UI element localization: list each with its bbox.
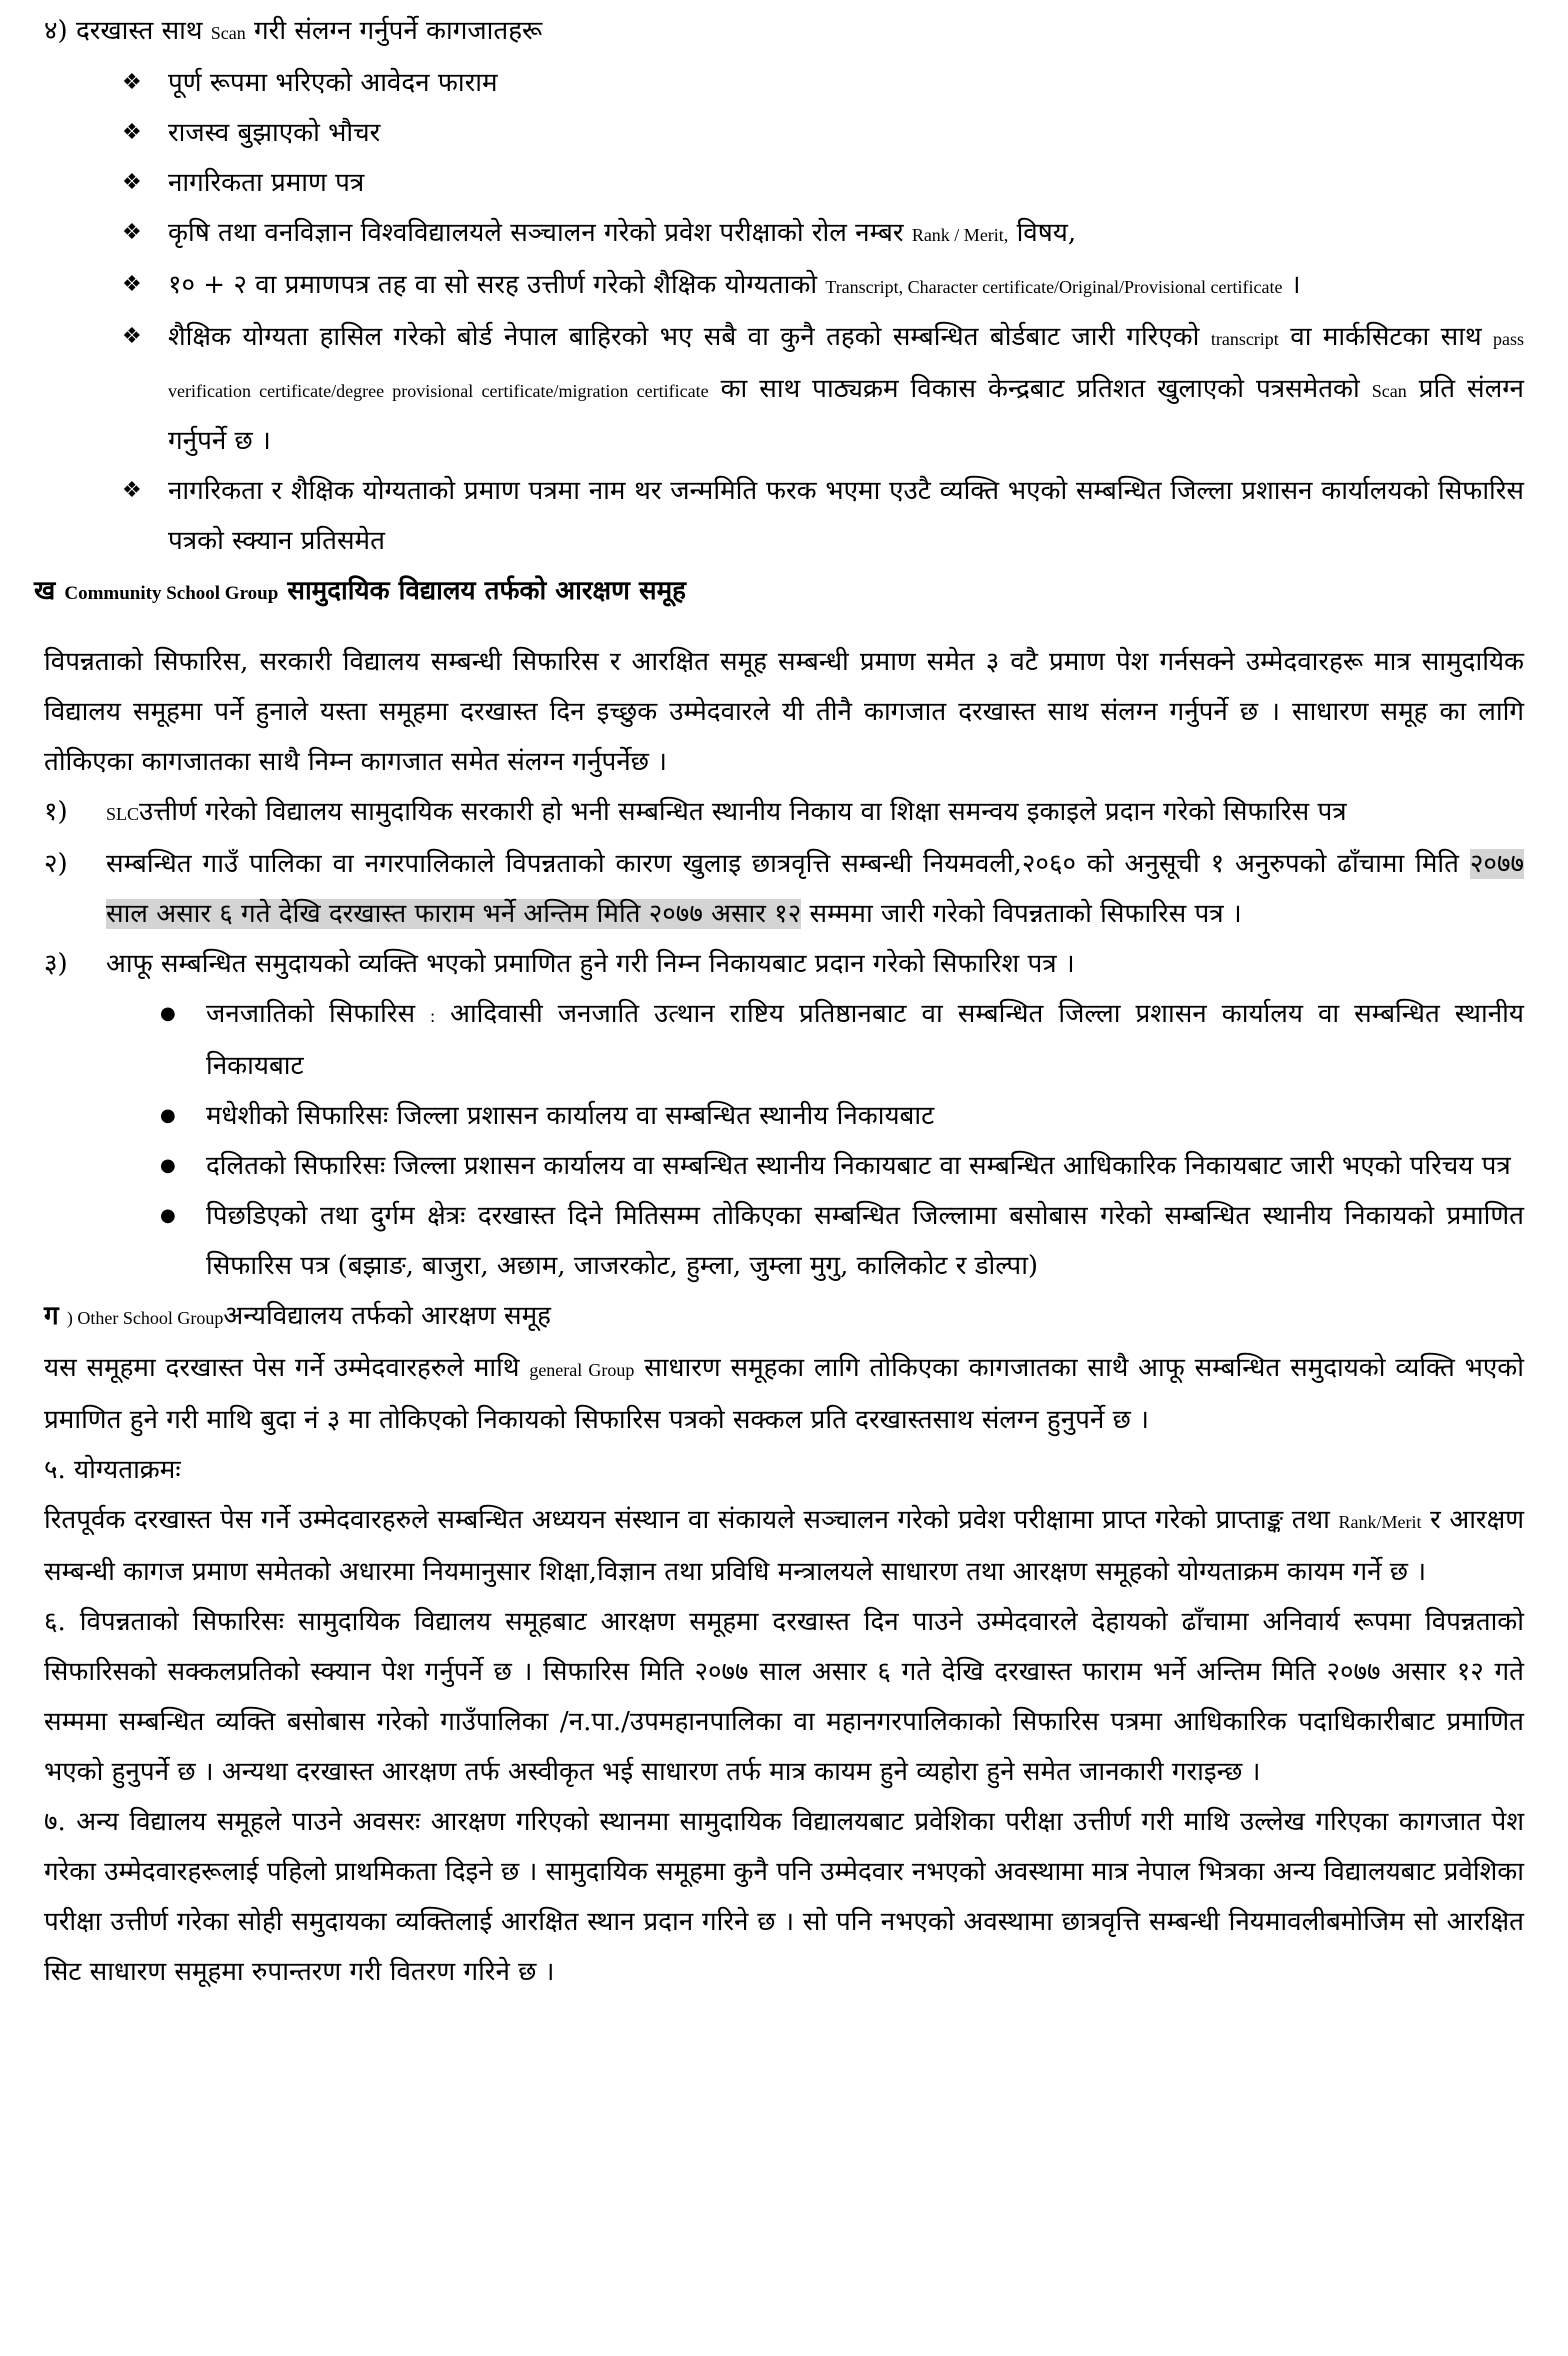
item-text: मधेशीको सिफारिसः जिल्ला प्रशासन कार्यालय वा सम्बन्धित स्थानीय निकायबाट: [206, 1101, 935, 1131]
section-6-paragraph: ६. विपन्नताको सिफारिसः सामुदायिक विद्यालय समूहबाट आरक्षण समूहमा दरखास्त दिन पाउने उम्मेदवारले देहायको ढाँचामा अनिवार्य रूपमा विपन्नताको सिफारिसको सक्कलप्रतिको स्क्यान पेश गर्नुपर्ने छ । सिफारिस मिति २०७७ साल असार ६ गते देखि दरखास्त फाराम भर्ने अन्तिम मिति २०७७ असार १२ गते सम्ममा सम्बन्धित व्यक्ति बसोबास गरेको गाउँपालिका /न.पा./उपमहानपालिका वा महानगरपालिकाको सिफारिस पत्रमा आधिकारिक पदाधिकारीबाट प्रमाणित भएको हुनुपर्ने छ । अन्यथा दरखास्त आरक्षण तर्फ अस्वीकृत भई साधारण तर्फ मात्र कायम हुने व्यहोरा हुने समेत जानकारी गराइन्छ ।: [44, 1607, 1524, 1787]
other-group-heading: [44, 1291, 1524, 1343]
item-text: आफू सम्बन्धित समुदायको व्यक्ति भएको प्रमाणित हुने गरी निम्न निकायबाट प्रदान गरेको सिफारिश पत्र ।: [106, 949, 1075, 979]
list-item: [122, 466, 1524, 566]
item-text: नागरिकता प्रमाण पत्र: [168, 168, 365, 198]
item-number: २): [44, 849, 68, 879]
list-item: [160, 989, 1524, 1091]
ga-english: ) Other School Group: [66, 1308, 224, 1328]
item-text-2: आदिवासी जनजाति उत्थान राष्टिय प्रतिष्ठानबाट वा सम्बन्धित जिल्ला प्रशासन कार्यालय वा सम्बन्धित स्थानीय निकायबाट: [206, 999, 1524, 1081]
item-text: राजस्व बुझाएको भौचर: [168, 118, 381, 148]
section-4-scan: Scan: [210, 23, 246, 43]
item-text: जनजातिको सिफारिस: [206, 999, 416, 1029]
list-item: [160, 1091, 1524, 1141]
item-number: १): [44, 797, 68, 827]
section-7-paragraph: ७. अन्य विद्यालय समूहले पाउने अवसरः आरक्षण गरिएको स्थानमा सामुदायिक विद्यालयबाट प्रवेशिका परीक्षा उत्तीर्ण गरी माथि उल्लेख गरिएका कागजात पेश गरेका उम्मेदवारहरूलाई पहिलो प्राथमिकता दिइने छ । सामुदायिक समूहमा कुनै पनि उम्मेदवार नभएको अवस्थामा मात्र नेपाल भित्रका अन्य विद्यालयबाट प्रवेशिका परीक्षा उत्तीर्ण गरेका सोही समुदायका व्यक्तिलाई आरक्षित स्थान प्रदान गरिने छ । सो पनि नभएको अवस्थामा छात्रवृत्ति सम्बन्धी नियमावलीबमोजिम सो आरक्षित सिट साधारण समूहमा रुपान्तरण गरी वितरण गरिने छ ।: [44, 1807, 1524, 1987]
kha-letter: ख: [34, 576, 56, 606]
item-text-2: विषय,: [1016, 218, 1077, 248]
item-text: कृषि तथा वनविज्ञान विश्वविद्यालयले सञ्चालन गरेको प्रवेश परीक्षाको रोल नम्बर: [168, 218, 904, 248]
community-group-paragraph: विपन्नताको सिफारिस, सरकारी विद्यालय सम्बन्धी सिफारिस र आरक्षित समूह सम्बन्धी प्रमाण समेत ३ वटै प्रमाण पेश गर्नसक्ने उम्मेदवारहरू मात्र सामुदायिक विद्यालय समूहमा पर्ने हुनाले यस्ता समूहमा दरखास्त दिन इच्छुक उम्मेदवारले यी तीनै कागजात दरखास्त साथ संलग्न गर्नुपर्ने छ । साधारण समूह का लागि तोकिएका कागजातका साथै निम्न कागजात समेत संलग्न गर्नुपर्नेछ ।: [44, 647, 1524, 777]
para-latin: general Group: [529, 1360, 635, 1380]
item-text-2: ।: [1290, 270, 1301, 300]
list-item: [160, 1191, 1524, 1291]
list-item: [160, 1141, 1524, 1191]
required-documents-list: [44, 58, 1524, 566]
para-text: रितपूर्वक दरखास्त पेस गर्ने उम्मेदवारहरुले सम्बन्धित अध्ययन संस्थान वा संकायले सञ्चालन गरेको प्रवेश परीक्षामा प्राप्त गरेको प्राप्ताङ्क तथा: [44, 1505, 1330, 1535]
other-group-paragraph: [44, 1343, 1524, 1445]
item-text-2: वा मार्कसिटका साथ: [1290, 322, 1482, 352]
item-text: दलितको सिफारिसः जिल्ला प्रशासन कार्यालय वा सम्बन्धित स्थानीय निकायबाट वा सम्बन्धित आधिकारिक निकायबाट जारी भएको परिचय पत्र: [206, 1151, 1511, 1181]
item-latin: SLC: [106, 804, 140, 824]
item-latin: :: [430, 1006, 436, 1026]
list-item: [122, 158, 1524, 208]
ga-letter: ग: [44, 1301, 59, 1331]
item-latin: transcript: [1210, 329, 1279, 349]
recommendation-types-list: [44, 989, 1524, 1291]
list-item: [44, 839, 1524, 939]
section-5-paragraph: [44, 1495, 1524, 1597]
item-number: ३): [44, 949, 68, 979]
item-text: उत्तीर्ण गरेको विद्यालय सामुदायिक सरकारी हो भनी सम्बन्धित स्थानीय निकाय वा शिक्षा समन्वय इकाइले प्रदान गरेको सिफारिस पत्र: [139, 797, 1347, 827]
kha-nepali: सामुदायिक विद्यालय तर्फको आरक्षण समूह: [287, 576, 686, 606]
list-item: [122, 312, 1524, 466]
item-text-2: सम्ममा जारी गरेको विपन्नताको सिफारिस पत्र ।: [809, 899, 1242, 929]
item-text: शैक्षिक योग्यता हासिल गरेको बोर्ड नेपाल बाहिरको भए सबै वा कुनै तहको सम्बन्धित बोर्डबाट जारी गरिएको: [168, 322, 1200, 352]
para-text-2: र आरक्षण सम्बन्धी कागज प्रमाण समेतको अधारमा नियमानुसार शिक्षा,विज्ञान तथा प्रविधि मन्त्रालयले साधारण तथा आरक्षण समूहको योग्यताक्रम कायम गर्ने छ ।: [44, 1505, 1525, 1587]
section-5-title: ५. योग्यताक्रमः: [44, 1455, 181, 1485]
list-item: [44, 787, 1524, 839]
list-item: [122, 208, 1524, 260]
list-item: [122, 260, 1524, 312]
list-item: [122, 58, 1524, 108]
item-text: १० + २ वा प्रमाणपत्र तह वा सो सरह उत्तीर्ण गरेको शैक्षिक योग्यताको: [168, 270, 818, 300]
section-4-heading: [44, 6, 1524, 58]
section-4-number: ४): [44, 16, 68, 46]
item-text: पूर्ण रूपमा भरिएको आवेदन फाराम: [168, 68, 498, 98]
item-text: पिछडिएको तथा दुर्गम क्षेत्रः दरखास्त दिने मितिसम्म तोकिएका सम्बन्धित जिल्लामा बसोबास गरेको सम्बन्धित स्थानीय निकायको प्रमाणित सिफारिस पत्र (बझाङ, बाजुरा, अछाम, जाजरकोट, हुम्ला, जुम्ला मुगु, कालिकोट र डोल्पा): [206, 1201, 1524, 1281]
list-item: [122, 108, 1524, 158]
item-text: सम्बन्धित गाउँ पालिका वा नगरपालिकाले विपन्नताको कारण खुलाइ छात्रवृत्ति सम्बन्धी नियमवली,२०६० को अनुसूची १ अनुरुपको ढाँचामा मिति: [106, 849, 1459, 879]
item-latin-2: pass verification certificate/degree provisional certificate/migration certificate: [168, 329, 1525, 401]
list-item: [44, 939, 1524, 989]
community-requirements-list: [44, 787, 1524, 989]
highlighted-date-range: २०७७ साल असार ६ गते देखि दरखास्त फाराम भर्ने अन्तिम मिति २०७७ असार १२: [106, 849, 1524, 929]
para-latin: Rank/Merit: [1338, 1512, 1422, 1532]
para-text-2: साधारण समूहका लागि तोकिएका कागजातका साथै आफू सम्बन्धित समुदायको व्यक्ति भएको प्रमाणित हुने गरी माथि बुदा नं ३ मा तोकिएको निकायको सिफारिस पत्रको सक्कल प्रति दरखास्तसाथ संलग्न हुनुपर्ने छ ।: [44, 1353, 1524, 1435]
item-latin: Rank / Merit,: [911, 225, 1009, 245]
section-4-pre: दरखास्त साथ: [75, 16, 203, 46]
item-latin-3: Scan: [1371, 381, 1407, 401]
kha-english: Community School Group: [64, 583, 279, 604]
item-text: नागरिकता र शैक्षिक योग्यताको प्रमाण पत्रमा नाम थर जन्ममिति फरक भएमा एउटै व्यक्ति भएको सम्बन्धित जिल्ला प्रशासन कार्यालयको सिफारिस पत्रको स्क्यान प्रतिसमेत: [168, 476, 1524, 556]
community-group-heading: [34, 566, 1524, 619]
ga-nepali: अन्यविद्यालय तर्फको आरक्षण समूह: [223, 1301, 551, 1331]
item-text-3: का साथ पाठ्यक्रम विकास केन्द्रबाट प्रतिशत खुलाएको पत्रसमेतको: [720, 374, 1360, 404]
item-text-4: प्रति संलग्न गर्नुपर्ने छ ।: [168, 374, 1524, 456]
section-4-post: गरी संलग्न गर्नुपर्ने कागजातहरू: [254, 16, 543, 46]
para-text: यस समूहमा दरखास्त पेस गर्ने उम्मेदवारहरुले माथि: [44, 1353, 520, 1383]
item-latin: Transcript, Character certificate/Original/Provisional certificate: [825, 277, 1283, 297]
